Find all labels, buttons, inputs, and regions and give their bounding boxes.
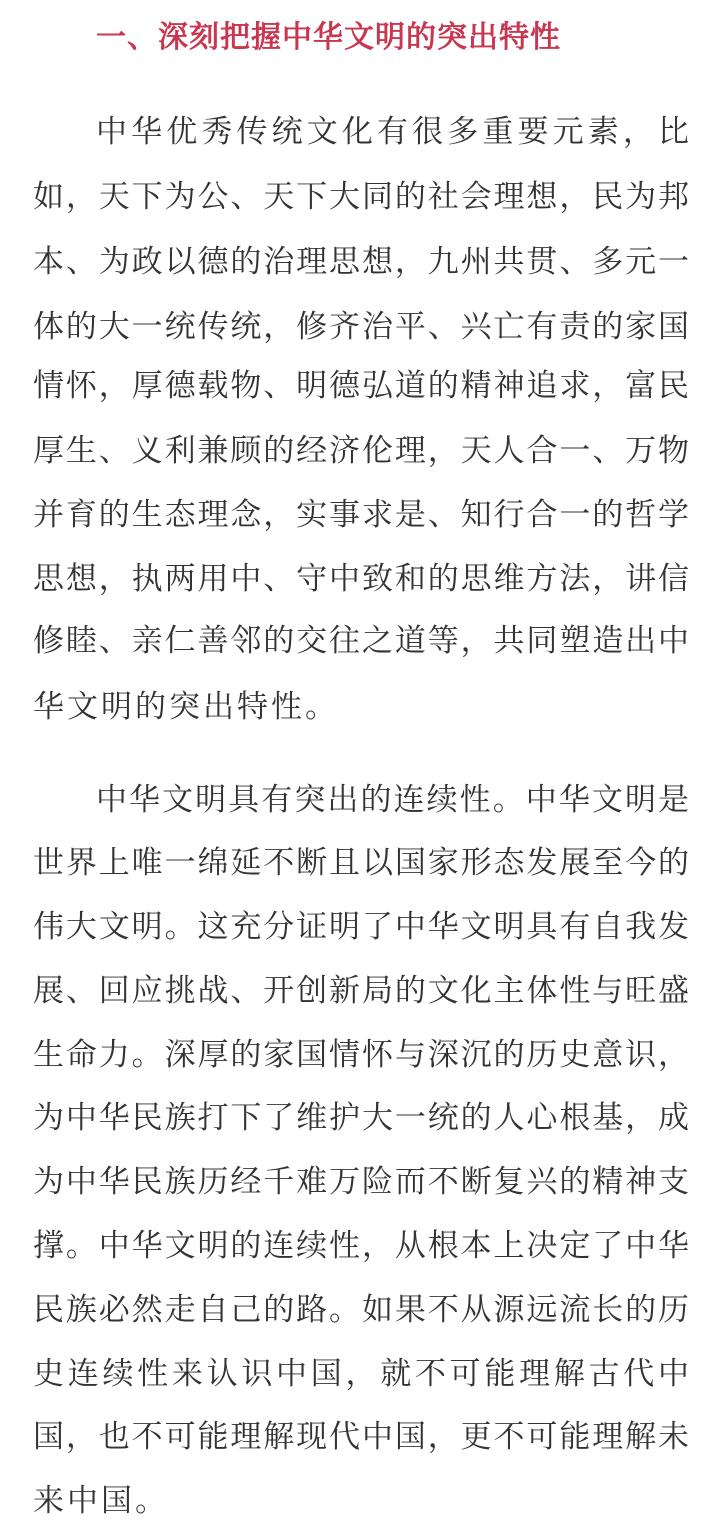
paragraph-line: 史连续性来认识中国，就不可能理解古代中 (33, 1356, 689, 1392)
paragraph-line: 世界上唯一绵延不断且以国家形态发展至今的 (33, 845, 689, 881)
paragraph-line: 厚生、义利兼顾的经济伦理，天人合一、万物 (33, 433, 689, 469)
paragraph-line: 国，也不可能理解现代中国，更不可能理解未 (33, 1419, 689, 1455)
paragraph-line: 修睦、亲仁善邻的交往之道等，共同塑造出中 (33, 623, 689, 659)
paragraph-line: 中华优秀传统文化有很多重要元素，比 (96, 114, 689, 150)
paragraph-line: 伟大文明。这充分证明了中华文明具有自我发 (33, 909, 689, 945)
paragraph-line: 如，天下为公、天下大同的社会理想，民为邦 (33, 179, 689, 215)
paragraph-line: 生命力。深厚的家国情怀与深沉的历史意识， (33, 1037, 689, 1073)
section-heading: 一、深刻把握中华文明的突出特性 (96, 20, 561, 55)
paragraph-line: 中华文明具有突出的连续性。中华文明是 (96, 782, 689, 818)
paragraph-line: 本、为政以德的治理思想，九州共贯、多元一 (33, 244, 689, 280)
paragraph-line: 并育的生态理念，实事求是、知行合一的哲学 (33, 497, 689, 533)
paragraph-line: 民族必然走自己的路。如果不从源远流长的历 (33, 1292, 689, 1328)
paragraph-line: 撑。中华文明的连续性，从根本上决定了中华 (33, 1228, 689, 1264)
paragraph-line: 为中华民族历经千难万险而不断复兴的精神支 (33, 1164, 689, 1200)
paragraph-line: 为中华民族打下了维护大一统的人心根基，成 (33, 1100, 689, 1136)
paragraph-line: 展、回应挑战、开创新局的文化主体性与旺盛 (33, 973, 689, 1009)
paragraph-line: 来中国。 (33, 1483, 169, 1519)
paragraph-line: 体的大一统传统，修齐治平、兴亡有责的家国 (33, 309, 689, 345)
paragraph-line: 思想，执两用中、守中致和的思维方法，讲信 (33, 561, 689, 597)
paragraph-line: 情怀，厚德载物、明德弘道的精神追求，富民 (33, 368, 689, 404)
paragraph-line: 华文明的突出特性。 (33, 689, 339, 725)
